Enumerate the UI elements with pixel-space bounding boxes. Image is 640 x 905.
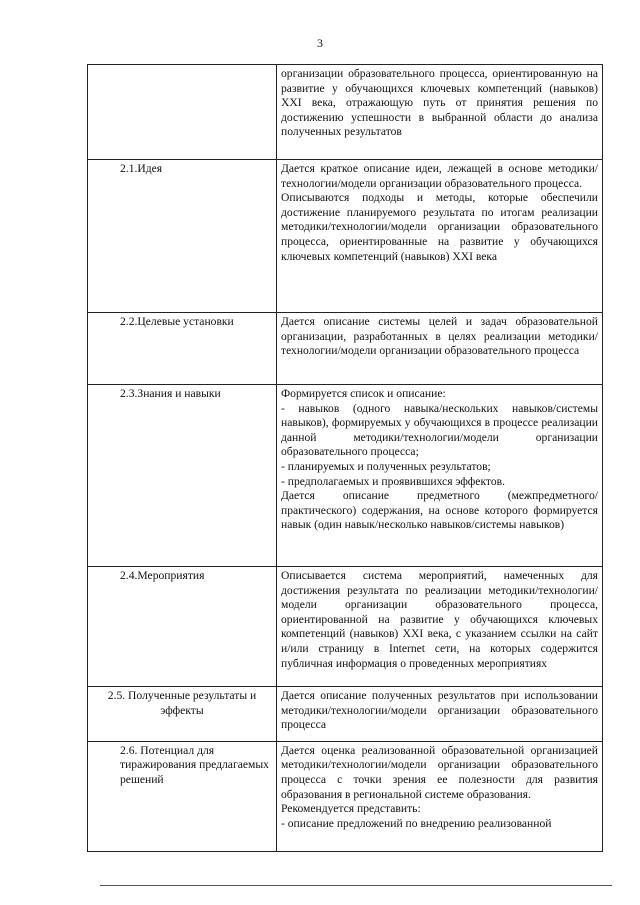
row-label-cell	[88, 385, 277, 567]
description-paragraph: Описывается система мероприятий, намеченных для достижения результата по реализации методики/технологии/модели организации образовательного процесса, ориентированной на развитие у обучающихся ключевых компетенций (навыков) XXI века, с указанием ссылки на сайт и/или страницу в Internet сети, на которых содержится публичная информация о проведенных мероприятиях	[281, 569, 598, 670]
row-label: 2.5. Полученные результаты и эффекты	[107, 689, 257, 717]
row-label: 2.1.Идея	[120, 162, 163, 175]
description-paragraph: Дается описание системы целей и задач образовательной организации, разработанных в целях реализации методики/технологии/модели организации образовательного процесса	[281, 315, 598, 358]
description-paragraph: Дается описание полученных результатов при использовании методики/технологии/модели организации образовательного процесса	[281, 689, 598, 732]
table-row	[88, 160, 603, 313]
row-label-cell	[88, 741, 277, 851]
table-row	[88, 385, 603, 567]
row-description-cell	[277, 567, 603, 687]
table-row	[88, 567, 603, 687]
row-label-cell	[88, 160, 277, 313]
row-label: 2.6. Потенциал для тиражирования предлагаемых решений	[120, 743, 269, 786]
table-row	[88, 741, 603, 851]
description-paragraph: Дается краткое описание идеи, лежащей в основе методики/технологии/модели организации образовательного процесса.	[281, 162, 598, 190]
row-label-cell	[88, 687, 277, 742]
row-description-cell	[277, 160, 603, 313]
description-paragraph: - планируемых и полученных результатов;	[281, 459, 491, 473]
row-description-cell	[277, 65, 603, 160]
description-paragraph: Рекомендуется представить:	[281, 802, 421, 816]
description-paragraph: Дается описание предметного (межпредметного/практического) содержания, на основе которого формируется навык (один навык/несколько навыков/системы навыков)	[281, 489, 598, 532]
row-description-cell	[277, 741, 603, 851]
row-label-cell	[88, 313, 277, 385]
page-number: 3	[317, 36, 323, 50]
row-label-cell	[88, 65, 277, 160]
row-label: 2.3.Знания и навыки	[120, 387, 221, 400]
row-label-cell	[88, 567, 277, 687]
row-description-cell	[277, 385, 603, 567]
row-description-cell	[277, 687, 603, 742]
description-paragraph: организации образовательного процесса, ориентированную на развитие у обучающихся ключевых компетенций (навыков) XXI века, отражающую путь от принятия решения по достижению успешности в выбранной области до анализа полученных результатов	[281, 67, 598, 139]
description-paragraph: - описание предложений по внедрению реализованной	[281, 816, 552, 830]
row-label: 2.4.Мероприятия	[120, 569, 205, 582]
description-paragraph: - навыков (одного навыка/нескольких навыков/системы навыков), формируемых у обучающихся в процессе реализации данной методики/технологии/модели организации образовательного процесса;	[281, 401, 598, 459]
description-paragraph: Описываются подходы и методы, которые обеспечили достижение планируемого результата по итогам реализации методики/технологии/модели организации образовательного процесса, ориентированные на развитие у обучающихся ключевых компетенций (навыков) XXI века	[281, 191, 598, 263]
requirements-table	[87, 64, 603, 852]
row-description-cell	[277, 313, 603, 385]
description-paragraph: Дается оценка реализованной образовательной организацией методики/технологии/модели организации образовательного процесса с точки зрения ее полезности для развития образования в региональной системе образования.	[281, 743, 598, 801]
description-paragraph: Формируется список и описание:	[281, 387, 446, 400]
table-row	[88, 687, 603, 742]
row-label: 2.2.Целевые установки	[120, 315, 234, 328]
table-row	[88, 65, 603, 160]
page-bottom-rule	[100, 885, 612, 886]
description-paragraph: - предполагаемых и проявившихся эффектов.	[281, 474, 506, 488]
table-row	[88, 313, 603, 385]
